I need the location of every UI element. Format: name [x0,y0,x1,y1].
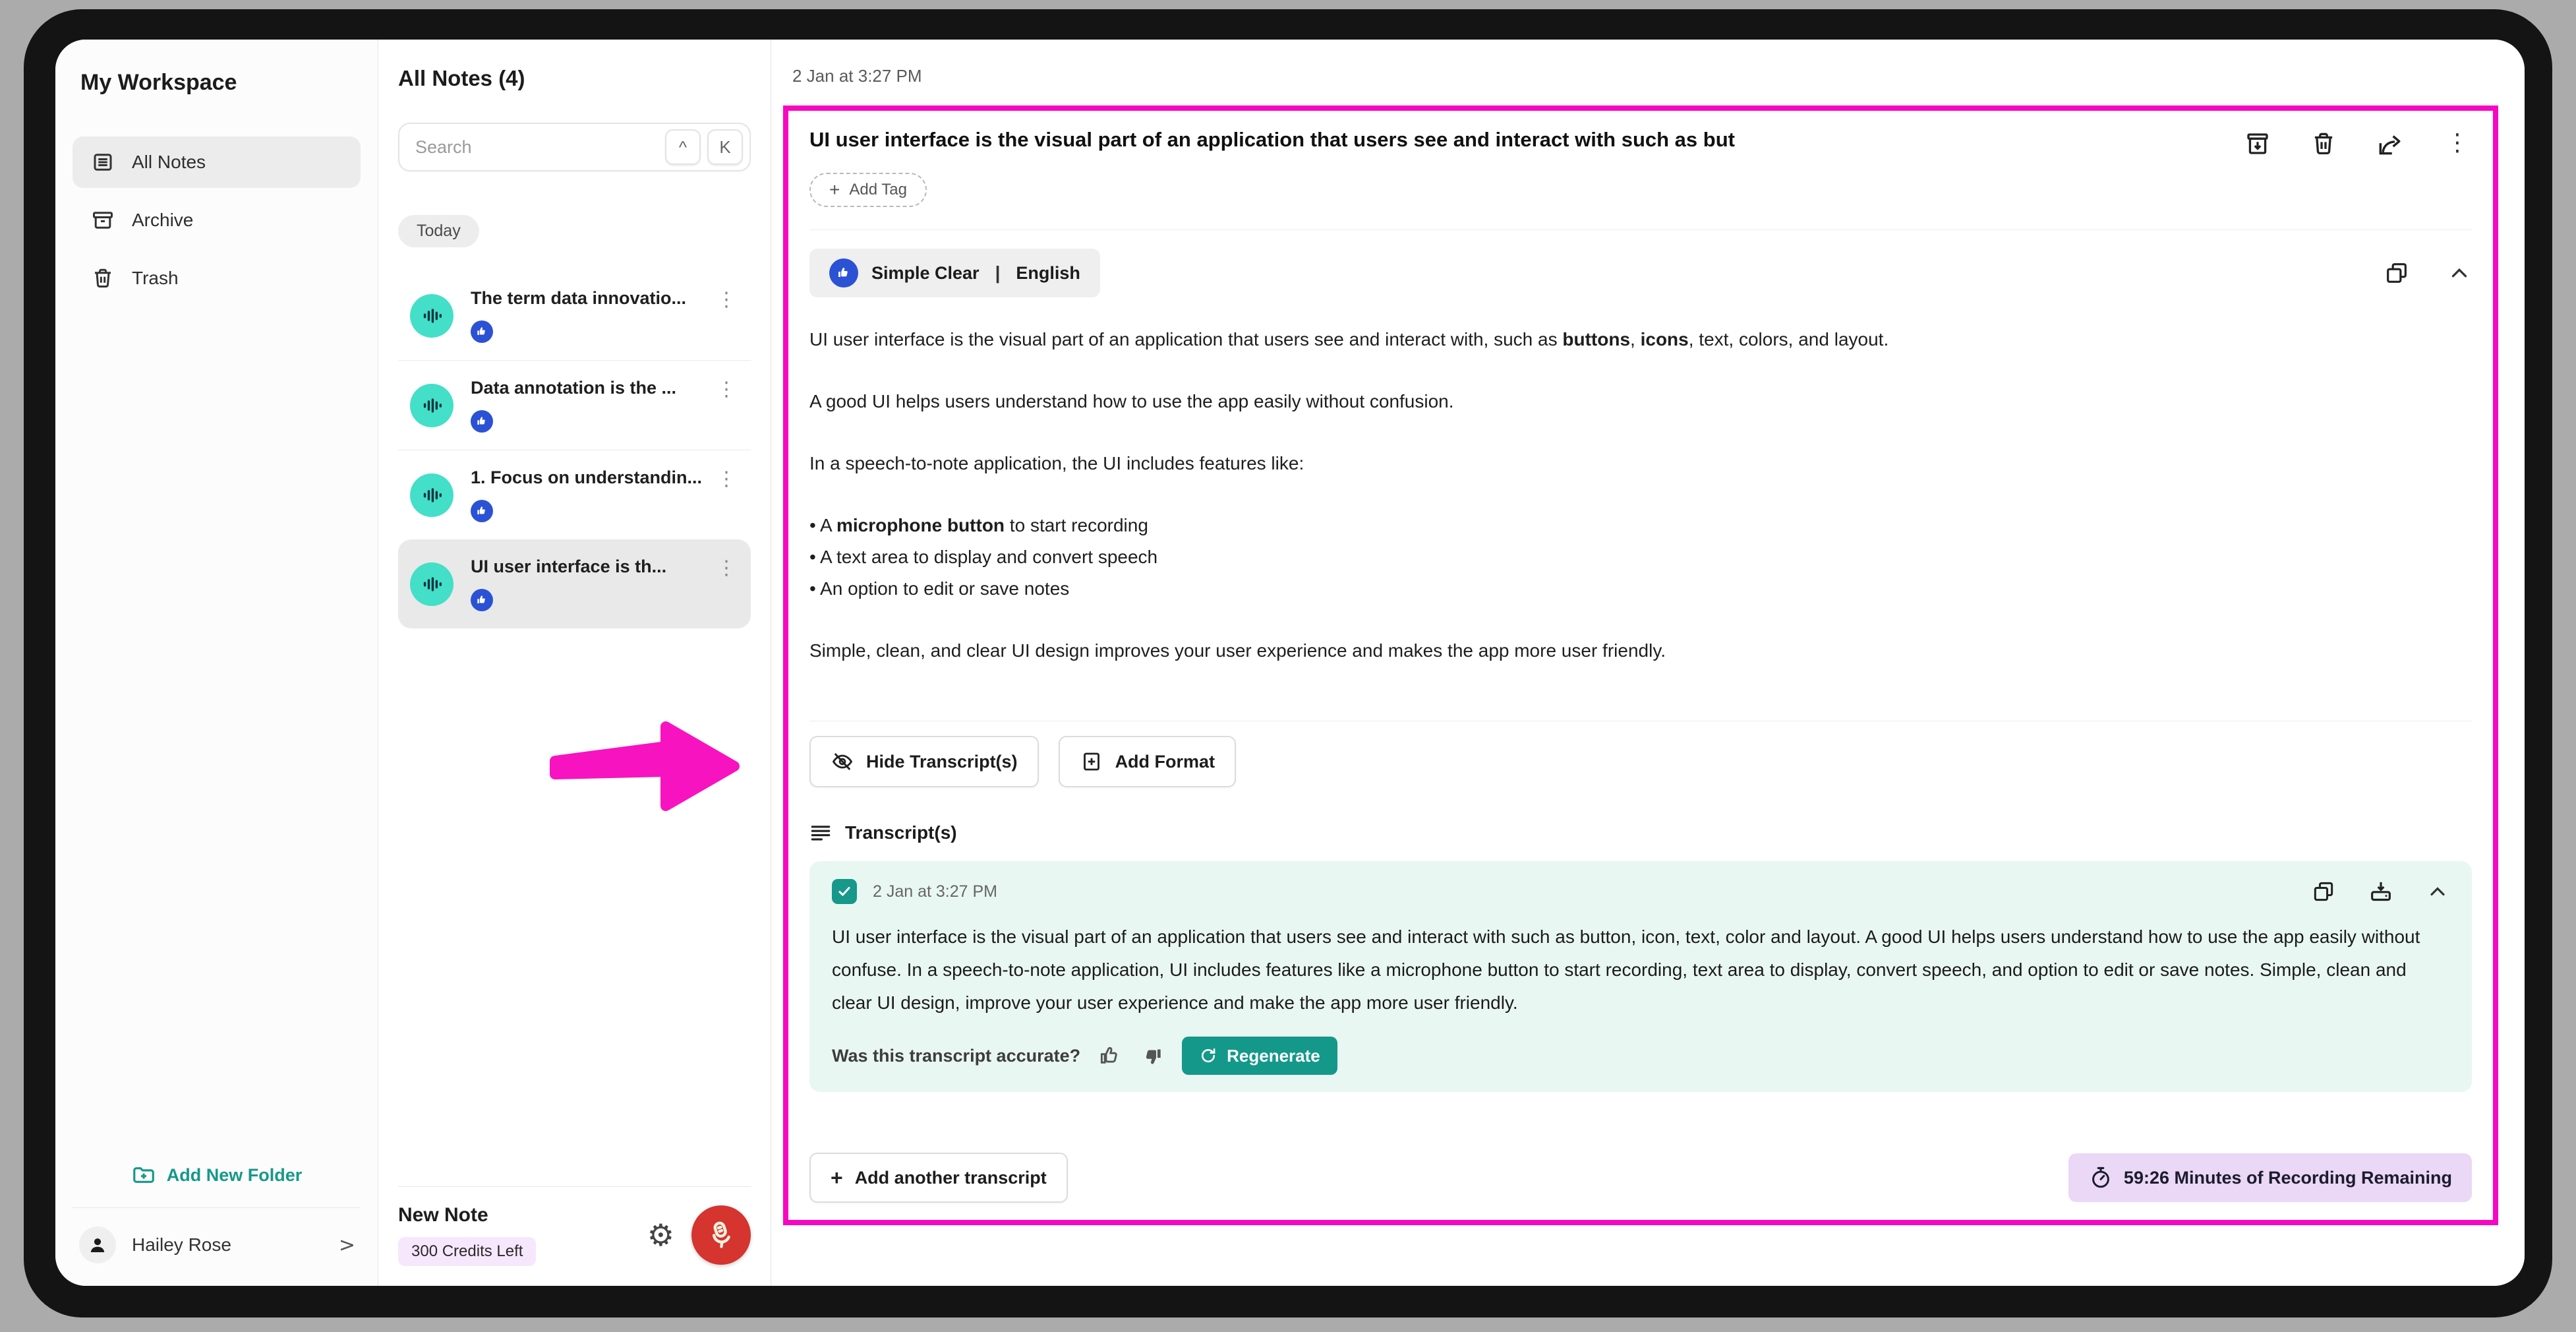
thumbs-up-badge-icon [471,320,493,343]
note-item-title: The term data innovatio... [471,288,687,308]
eye-off-icon [831,750,854,773]
app-window [55,40,2525,1286]
chevron-right-icon: > [338,1233,355,1257]
date-group-badge: Today [398,215,479,247]
hide-transcripts-button[interactable] [809,736,1039,787]
note-toolbar [809,736,2472,787]
minutes-remaining-badge [2068,1153,2472,1202]
note-item-menu-icon[interactable]: ⋮ [717,557,736,580]
search-shortcut [665,129,743,165]
note-action-icons [2244,128,2472,158]
notes-panel-header: All Notes (4) [398,66,525,90]
note-bullet: • An option to edit or save notes [809,578,1070,599]
folder-plus-icon [131,1163,156,1188]
note-item-title: UI user interface is th... [471,557,667,576]
gear-icon[interactable]: ⚙ [647,1217,674,1253]
search-input[interactable] [399,137,665,158]
note-list [398,271,751,628]
download-icon[interactable] [2368,878,2394,905]
plus-icon: + [829,179,840,200]
note-paragraph: A good UI helps users understand how to use the app easily without confusion. [809,391,1454,411]
note-item-main [471,468,714,522]
waveform-icon [410,562,454,606]
search-box [398,123,751,171]
transcript-header-icons [2311,878,2449,905]
copy-icon[interactable] [2384,260,2410,286]
note-list-item-selected[interactable] [398,539,751,628]
thumbs-down-icon[interactable] [1140,1043,1165,1068]
notes-list-panel [378,40,771,1286]
thumbs-up-badge-icon [471,410,493,433]
avatar [79,1226,116,1263]
sidebar-item-all-notes[interactable] [73,136,361,188]
feedback-question: Was this transcript accurate? [832,1045,1081,1066]
sidebar-item-archive[interactable] [73,195,361,246]
archive-icon [91,208,115,232]
note-paragraph: Simple, clean, and clear UI design improves your user experience and makes the app more user friendly. [809,640,1666,661]
workspace-title: My Workspace [80,70,237,95]
collapse-transcript-icon[interactable] [2426,880,2449,903]
sidebar-item-label: Trash [132,268,179,288]
workspace-sidebar [55,40,378,1286]
format-chip[interactable] [809,249,1100,297]
thumbs-up-badge-icon [829,258,858,288]
annotation-arrow-icon [546,713,744,819]
format-row-icons [2384,260,2472,286]
stopwatch-icon [2088,1165,2113,1190]
user-account-row[interactable] [73,1207,361,1263]
record-button[interactable] [691,1205,751,1265]
annotated-note-panel [783,106,2498,1225]
note-item-menu-icon[interactable]: ⋮ [717,378,736,401]
note-paragraph: UI user interface is the visual part of an application that users see and interact with, such as buttons, icons, text, colors, and layout. [809,329,1889,349]
new-note-block [398,1204,536,1266]
note-item-main [471,557,714,611]
shortcut-k-key: K [707,129,743,165]
archive-download-icon[interactable] [2244,130,2271,158]
add-another-transcript-label: Add another transcript [854,1167,1047,1188]
note-item-menu-icon[interactable]: ⋮ [717,288,736,311]
thumbs-up-badge-icon [471,589,493,611]
format-name: Simple Clear [871,262,980,283]
note-list-item[interactable] [398,450,751,539]
note-item-main [471,378,714,433]
credits-badge: 300 Credits Left [398,1237,536,1266]
add-tag-button[interactable] [809,173,927,207]
notes-list-icon [91,150,115,174]
transcript-card [809,861,2472,1092]
note-detail-panel [771,40,2525,1286]
sidebar-nav [73,136,361,304]
note-list-item[interactable] [398,271,751,360]
plus-square-icon [1080,750,1103,773]
transcripts-heading [809,822,2472,844]
note-body [809,326,2472,664]
note-item-title: 1. Focus on understandin... [471,468,703,487]
add-tag-label: Add Tag [849,181,907,198]
transcript-feedback-row [832,1037,2449,1075]
waveform-icon [410,473,454,517]
format-separator: | [995,262,1001,283]
note-list-item[interactable] [398,360,751,450]
note-title: UI user interface is the visual part of an application that users see and interact with such as but [809,128,1735,151]
waveform-icon [410,384,454,427]
regenerate-label: Regenerate [1227,1045,1320,1066]
note-title-row [809,128,2472,158]
format-row [809,249,2472,297]
record-controls [647,1205,751,1265]
transcript-lines-icon [809,822,832,844]
user-name: Hailey Rose [132,1234,231,1255]
add-format-label: Add Format [1115,751,1215,772]
thumbs-up-badge-icon [471,500,493,522]
note-bullet: • A text area to display and convert speech [809,547,1158,567]
regenerate-button[interactable] [1182,1037,1337,1075]
trash-icon [91,266,115,290]
sidebar-item-trash[interactable] [73,253,361,304]
thumbs-up-icon[interactable] [1098,1043,1123,1068]
shortcut-caret-key: ^ [665,129,701,165]
transcript-header [832,878,2449,905]
note-menu-icon[interactable]: ⋮ [2445,129,2469,156]
collapse-note-icon[interactable] [2447,260,2472,286]
hide-transcripts-label: Hide Transcript(s) [866,751,1018,772]
panel-bottom-row [809,1129,2472,1203]
waveform-icon [410,294,454,338]
note-bullet: • A microphone button to start recording [809,515,1148,535]
transcript-text: UI user interface is the visual part of an application that users see and interact with such as button, icon, text, color and layout. A good UI helps users understand how to use the app easily without confuse. In a speech-to-note application, UI includes features like a microphone button to start recording, text area to display, convert speech, and option to edit or save notes. Simple, clean and clear UI design, improve your user experience and make the app more user friendly. [832,926,2420,1013]
note-item-main [471,288,714,343]
add-format-button[interactable] [1059,736,1237,787]
note-paragraph: In a speech-to-note application, the UI includes features like: [809,453,1304,473]
transcript-timestamp: 2 Jan at 3:27 PM [873,882,998,901]
add-new-folder-button[interactable] [73,1153,361,1207]
format-language: English [1016,262,1080,283]
minutes-remaining-label: 59:26 Minutes of Recording Remaining [2123,1167,2452,1188]
divider [809,229,2472,230]
add-another-transcript-button[interactable] [809,1153,1068,1203]
delete-note-icon[interactable] [2310,130,2337,158]
share-icon[interactable] [2376,129,2405,158]
note-timestamp: 2 Jan at 3:27 PM [792,66,922,86]
copy-icon[interactable] [2311,879,2336,904]
add-new-folder-label: Add New Folder [166,1165,303,1185]
sidebar-item-label: Archive [132,210,194,230]
note-item-title: Data annotation is the ... [471,378,677,398]
sidebar-item-label: All Notes [132,152,206,172]
notes-footer [398,1186,751,1266]
transcript-checkbox[interactable] [832,879,857,904]
sidebar-spacer [73,304,361,1153]
plus-icon: + [831,1166,843,1190]
new-note-label: New Note [398,1204,488,1226]
refresh-icon [1199,1046,1217,1065]
note-item-menu-icon[interactable]: ⋮ [717,468,736,491]
transcripts-heading-label: Transcript(s) [845,822,957,843]
